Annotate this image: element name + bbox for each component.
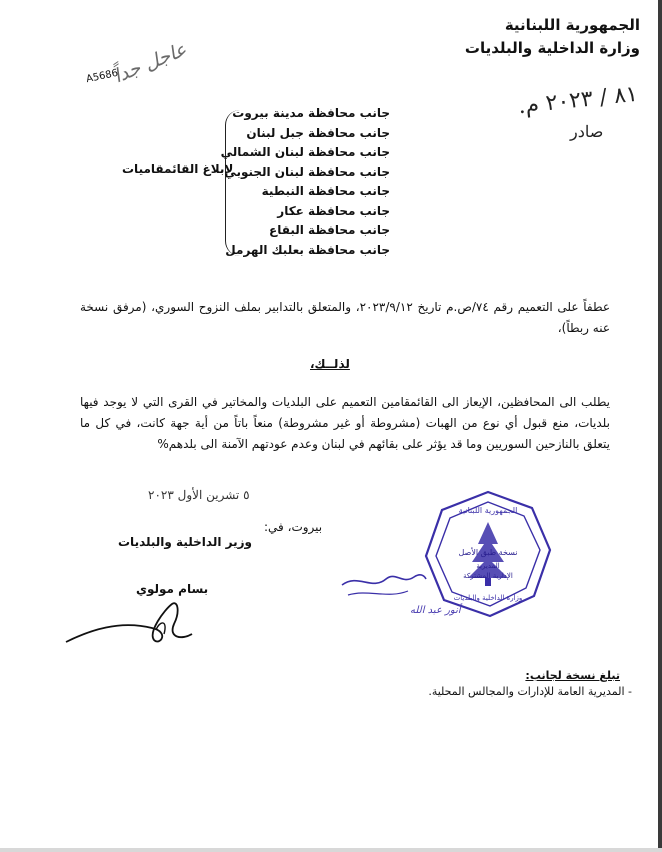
addressee-item: جانب محافظة البقاع bbox=[269, 223, 390, 237]
notify-label: لإبلاغ القائمقاميات bbox=[122, 162, 234, 176]
letterhead-republic: الجمهورية اللبنانية bbox=[504, 16, 640, 34]
addressee-item: جانب محافظة بعلبك الهرمل bbox=[225, 242, 390, 257]
addressee-item: جانب محافظة مدينة بيروت bbox=[232, 106, 390, 120]
page-edge bbox=[658, 0, 662, 852]
stamp-signature-scribble-icon bbox=[338, 555, 428, 605]
therefore-heading: لذلــك، bbox=[310, 357, 350, 371]
stamp-signer-name: أنور عبد الله bbox=[410, 605, 461, 616]
copy-to-item: - المديرية العامة للإدارات والمجالس المحلية. bbox=[428, 685, 632, 698]
stamp-administrative-text: الإدارية المشتركة bbox=[463, 572, 513, 580]
body-paragraph-reference: عطفاً على التعميم رقم ٧٤/ص.م تاريخ ٢٠٢٣/٩/١٢، والمتعلق بالتدابير بملف النزوح السوري، (مرفق نسخة عنه ربطاً)، bbox=[80, 300, 610, 335]
addressee-item: جانب محافظة جبل لبنان bbox=[246, 125, 390, 140]
body-paragraph-instruction: يطلب الى المحافظين، الإيعاز الى القائمقامين التعميم على البلديات والمخاتير في القرى التي لا يوجد فيها بلديات، منع قبول أي نوع من الهبات (مشروطة أو غير مشروطة) منعاً باتاً من أية جهة كانت، في كل ما يتعلق بالنازحين السوريين وما قد يؤثر على بقائهم في لبنان وعدم عودتهم الآمنة الى بلدهم% bbox=[80, 395, 610, 451]
copy-to-heading: تبلغ نسخة لجانب: bbox=[525, 669, 620, 682]
stamp-bottom-text: وزارة الداخلية والبلديات bbox=[453, 594, 523, 602]
reference-code: A5686 bbox=[85, 67, 120, 86]
place-date-label: بيروت، في: bbox=[264, 520, 323, 534]
handwritten-date: ٥ تشرين الأول ٢٠٢٣ bbox=[148, 488, 250, 502]
stamp-top-text: الجمهورية اللبنانية bbox=[458, 506, 518, 515]
stamp-inner-text: نسخة طبق الأصل bbox=[458, 548, 518, 557]
addressee-bracket bbox=[225, 110, 240, 256]
addressee-item: جانب محافظة عكار bbox=[277, 203, 390, 218]
addressee-item: جانب محافظة لبنان الشمالي bbox=[220, 145, 390, 159]
urgent-mark: عاجل جداً bbox=[110, 38, 190, 88]
minister-signature-icon bbox=[60, 590, 210, 650]
outgoing-label: صادر bbox=[570, 122, 604, 141]
addressee-item: جانب محافظة لبنان الجنوبي bbox=[224, 164, 390, 179]
addressee-item: جانب محافظة النبطية bbox=[261, 184, 390, 198]
addressee-list bbox=[221, 104, 390, 260]
signatory-title: وزير الداخلية والبلديات bbox=[118, 535, 252, 549]
letterhead bbox=[465, 14, 640, 60]
page-bottom-shade bbox=[0, 848, 662, 852]
outgoing-number: ٨١ / ٢٠٢٣ م. bbox=[517, 81, 639, 120]
signatory-name: بسام مولوي bbox=[136, 582, 209, 596]
official-stamp-icon bbox=[422, 488, 554, 620]
letterhead-ministry: وزارة الداخلية والبلديات bbox=[464, 39, 640, 57]
stamp-directorate-text: المديرية bbox=[476, 562, 500, 570]
